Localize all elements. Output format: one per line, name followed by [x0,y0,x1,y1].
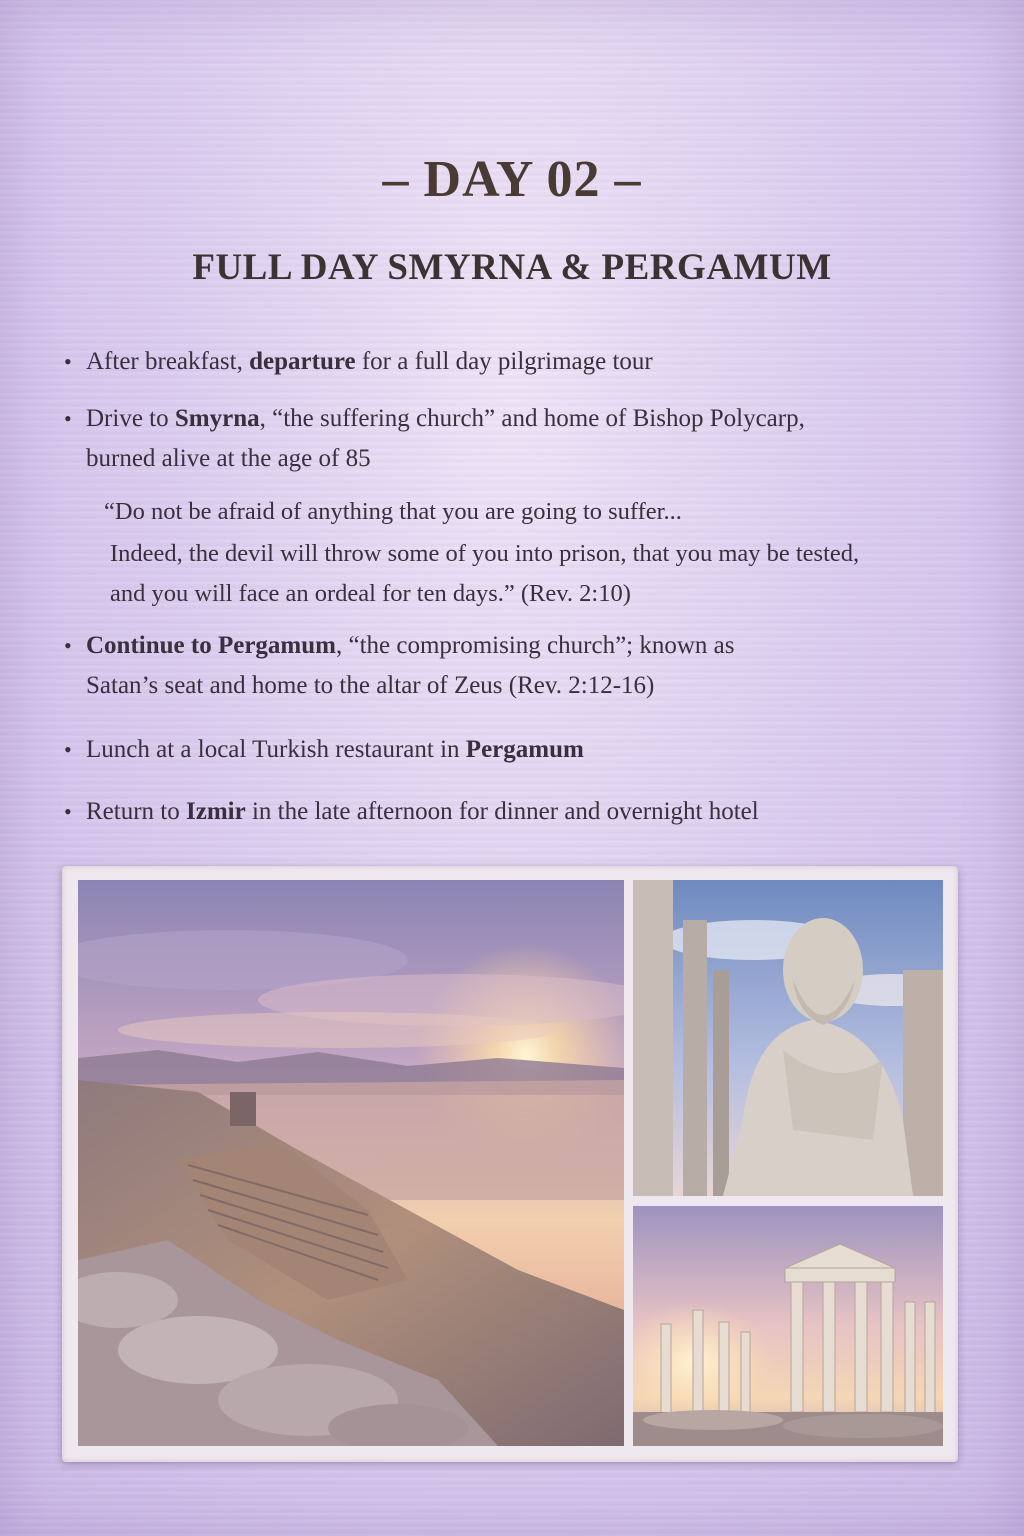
item-highlight: Izmir [186,798,246,825]
item-text: for a full day pilgrimage tour [355,348,653,375]
item-highlight: Continue to Pergamum [86,632,336,659]
day-heading: – DAY 02 – [382,151,642,208]
item-text: Lunch at a local Turkish restaurant in [86,736,466,763]
item-text: , “the compromising church”; known as [335,632,735,659]
bullet: • [64,349,72,374]
item-highlight: departure [249,348,356,375]
quote-line: and you will face an ordeal for ten days.” (Rev. 2:10) [110,580,631,607]
bullet: • [64,799,72,824]
page-title: FULL DAY SMYRNA & PERGAMUM [192,247,832,288]
item-text: Drive to [86,405,175,432]
item-text: , “the suffering church” and home of Bishop Polycarp, [259,405,805,432]
item-highlight: Smyrna [174,405,260,432]
item-text: burned alive at the age of 85 [86,445,371,472]
item-text: in the late afternoon for dinner and overnight hotel [245,798,759,825]
item-text: Return to [86,798,186,825]
bullet: • [64,737,72,762]
photo-collage [62,866,958,1462]
pergamum-theatre-photo [78,880,624,1446]
item-text: After breakfast, [86,348,250,375]
polycarp-statue-photo [633,880,943,1196]
quote-line: Indeed, the devil will throw some of you into prison, that you may be tested, [110,540,860,567]
quote-line: “Do not be afraid of anything that you are going to suffer... [104,498,682,525]
item-highlight: Pergamum [465,736,584,763]
bullet: • [64,406,72,431]
item-text: Satan’s seat and home to the altar of Zeus (Rev. 2:12-16) [86,672,655,699]
trajan-temple-photo [633,1206,943,1446]
bullet: • [64,633,72,658]
